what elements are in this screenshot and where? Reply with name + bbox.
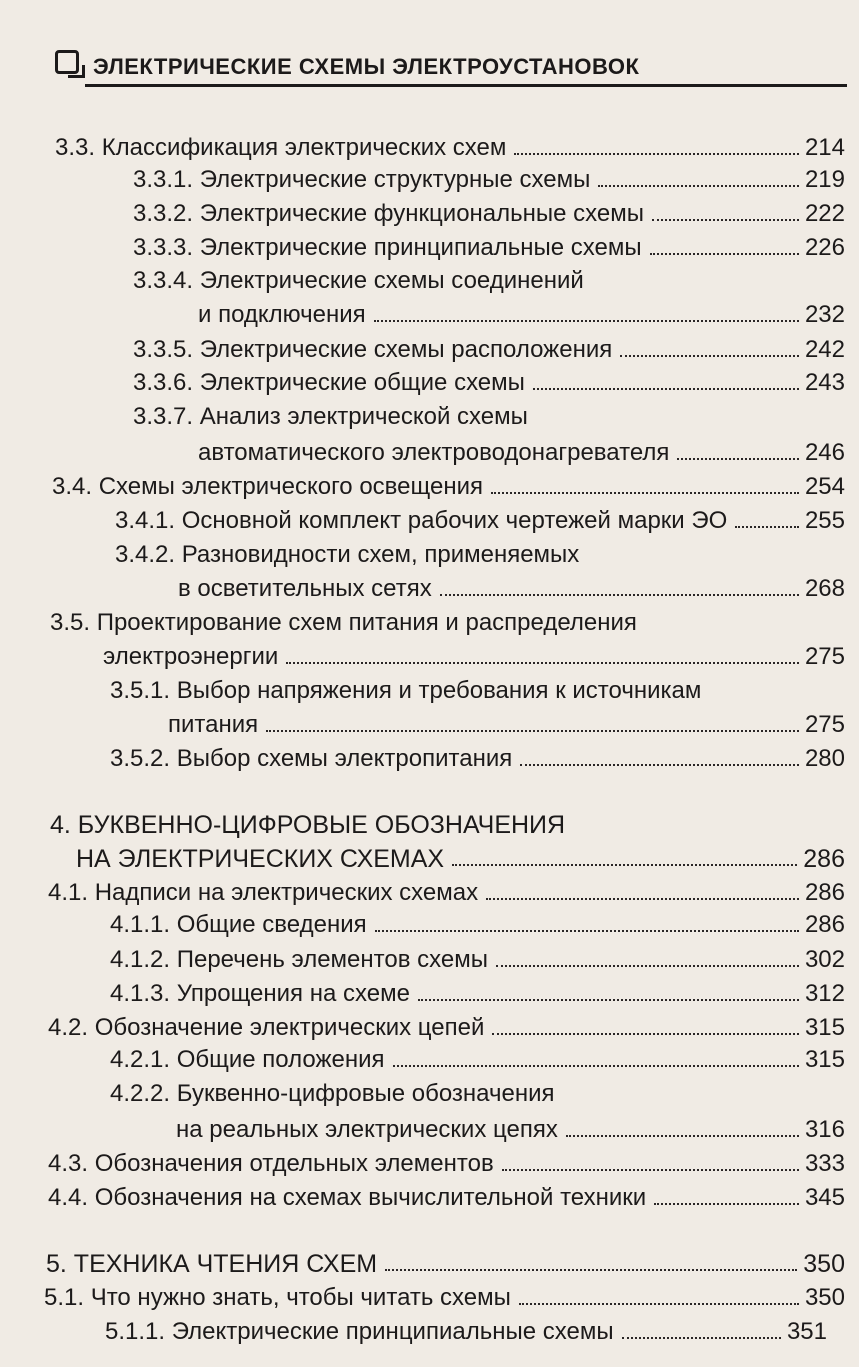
toc-entry-title: 4.2.1. Общие положения	[110, 1046, 385, 1073]
toc-entry	[48, 876, 845, 910]
toc-entry	[110, 977, 845, 1011]
toc-entry-page: 302	[804, 946, 845, 973]
toc-leader-dots	[491, 492, 799, 494]
toc-leader-dots	[374, 320, 799, 322]
toc-leader-dots	[486, 898, 799, 900]
toc-entry-line	[110, 1077, 845, 1111]
toc-entry-title: 3.4.1. Основной комплект рабочих чертежей марки ЭО	[115, 507, 728, 534]
toc-entry	[48, 1011, 845, 1045]
toc-entry-title: 4.1.2. Перечень элементов схемы	[110, 946, 488, 973]
toc-entry	[133, 366, 845, 400]
toc-entry-page: 255	[804, 507, 845, 534]
toc-entry-page: 254	[804, 473, 845, 500]
toc-entry	[52, 470, 845, 504]
toc-entry-title: 3.3. Классификация электрических схем	[55, 134, 507, 161]
toc-leader-dots	[502, 1169, 799, 1171]
toc-leader-dots	[496, 965, 799, 967]
toc-leader-dots	[452, 864, 797, 866]
toc-entry	[110, 1043, 845, 1077]
toc-entry-page: 232	[804, 301, 845, 328]
toc-entry-page: 268	[804, 575, 845, 602]
toc-entry-title: 3.3.2. Электрические функциональные схемы	[133, 200, 644, 227]
toc-leader-dots	[519, 1303, 799, 1305]
toc-entry-line	[115, 538, 845, 572]
toc-entry-title: 3.4. Схемы электрического освещения	[52, 473, 483, 500]
toc-entry	[133, 197, 845, 231]
toc-entry	[168, 708, 845, 742]
toc-entry-title: 5.1.1. Электрические принципиальные схемы	[105, 1318, 614, 1345]
toc-leader-dots	[533, 388, 799, 390]
toc-entry-line	[110, 674, 845, 708]
toc-entry-page: 315	[804, 1014, 845, 1041]
toc-entry-page: 286	[803, 845, 845, 873]
toc-leader-dots	[652, 219, 799, 221]
toc-entry-title-cont: электроэнергии	[103, 643, 279, 670]
toc-entry	[110, 742, 845, 776]
toc-entry-page: 222	[804, 200, 845, 227]
toc-entry-title-cont: на реальных электрических цепях	[176, 1116, 558, 1143]
toc-entry-title: 3.3.6. Электрические общие схемы	[133, 369, 525, 396]
toc-entry-title: 3.5.2. Выбор схемы электропитания	[110, 745, 513, 772]
toc-entry-page: 226	[804, 234, 845, 261]
toc-entry-title: 3.3.5. Электрические схемы расположения	[133, 336, 613, 363]
toc-entry-page: 219	[804, 166, 845, 193]
toc-leader-dots	[440, 594, 799, 596]
toc-entry-page: 333	[804, 1150, 845, 1177]
toc-entry-page: 243	[804, 369, 845, 396]
toc-leader-dots	[492, 1033, 799, 1035]
toc-chapter-title: 5. ТЕХНИКА ЧТЕНИЯ СХЕМ	[46, 1250, 378, 1278]
toc-entry-title: 4.1.3. Упрощения на схеме	[110, 980, 410, 1007]
toc-leader-dots	[566, 1135, 799, 1137]
toc-entry-page: 246	[804, 439, 845, 466]
toc-entry-page: 280	[804, 745, 845, 772]
toc-entry	[133, 231, 845, 265]
toc-entry	[198, 436, 845, 470]
toc-entry-page: 275	[804, 711, 845, 738]
toc-entry-page: 275	[804, 643, 845, 670]
toc-entry-page: 315	[804, 1046, 845, 1073]
toc-entry	[105, 1315, 827, 1349]
toc-entry	[133, 163, 845, 197]
toc-entry-title: 4.2.2. Буквенно-цифровые обозначения	[110, 1080, 555, 1107]
toc-entry	[115, 504, 845, 538]
toc-entry-title: 3.3.4. Электрические схемы соединений	[133, 267, 584, 294]
toc-entry-page: 345	[804, 1184, 845, 1211]
toc-entry-title: 3.5. Проектирование схем питания и распределения	[50, 609, 637, 636]
toc-leader-dots	[266, 730, 799, 732]
toc-entry	[110, 908, 845, 942]
toc-entry-page: 242	[804, 336, 845, 363]
toc-entry-title-cont: в осветительных сетях	[178, 575, 432, 602]
toc-entry	[176, 1113, 845, 1147]
toc-chapter-title: 4. БУКВЕННО-ЦИФРОВЫЕ ОБОЗНАЧЕНИЯ	[50, 811, 566, 839]
toc-entry-title: 5.1. Что нужно знать, чтобы читать схемы	[44, 1284, 511, 1311]
toc-entry-page: 312	[804, 980, 845, 1007]
toc-entry-page: 316	[804, 1116, 845, 1143]
toc-leader-dots	[393, 1065, 799, 1067]
toc-entry	[103, 640, 845, 674]
toc-entry	[48, 1181, 845, 1215]
toc-leader-dots	[620, 355, 799, 357]
toc-entry-title: 4.3. Обозначения отдельных элементов	[48, 1150, 494, 1177]
toc-entry-page: 350	[804, 1284, 845, 1311]
toc-leader-dots	[677, 458, 799, 460]
toc-entry	[44, 1281, 845, 1315]
toc-leader-dots	[735, 526, 799, 528]
toc-leader-dots	[520, 764, 799, 766]
toc-entry-page: 351	[786, 1318, 827, 1345]
toc-leader-dots	[598, 185, 799, 187]
toc-entry-title-cont: автоматического электроводонагревателя	[198, 439, 670, 466]
toc-entry-title: 3.3.1. Электрические структурные схемы	[133, 166, 591, 193]
toc-leader-dots	[622, 1337, 781, 1339]
toc-chapter	[76, 842, 845, 876]
toc-entry	[110, 943, 845, 977]
toc-chapter-line	[50, 808, 845, 842]
toc-entry	[178, 572, 845, 606]
toc-entry-title: 4.2. Обозначение электрических цепей	[48, 1014, 485, 1041]
toc-entry-page: 214	[804, 134, 845, 161]
toc-leader-dots	[654, 1203, 799, 1205]
toc-leader-dots	[650, 253, 799, 255]
toc-entry-line	[50, 606, 845, 640]
toc-leader-dots	[286, 662, 799, 664]
toc-entry-title: 4.1. Надписи на электрических схемах	[48, 879, 479, 906]
toc-entry-page: 286	[804, 879, 845, 906]
header-title: ЭЛЕКТРИЧЕСКИЕ СХЕМЫ ЭЛЕКТРОУСТАНОВОК	[93, 54, 640, 79]
toc-entry	[55, 131, 845, 165]
toc-entry-title: 3.5.1. Выбор напряжения и требования к источникам	[110, 677, 702, 704]
toc-entry-title: 3.4.2. Разновидности схем, применяемых	[115, 541, 580, 568]
toc-entry	[48, 1147, 845, 1181]
toc-entry-title: 4.1.1. Общие сведения	[110, 911, 367, 938]
toc-entry-title: 3.3.3. Электрические принципиальные схемы	[133, 234, 642, 261]
toc-entry-title: 3.3.7. Анализ электрической схемы	[133, 403, 528, 430]
toc-entry-title: 4.4. Обозначения на схемах вычислительной техники	[48, 1184, 647, 1211]
toc-entry-page: 286	[804, 911, 845, 938]
toc-leader-dots	[385, 1269, 797, 1271]
toc-entry-line	[133, 400, 845, 434]
toc-entry-line	[133, 264, 845, 298]
toc-chapter-title-cont: НА ЭЛЕКТРИЧЕСКИХ СХЕМАХ	[76, 845, 445, 873]
toc-leader-dots	[418, 999, 799, 1001]
toc-chapter	[46, 1247, 845, 1281]
toc-entry-page: 350	[803, 1250, 845, 1278]
toc-entry-title-cont: питания	[168, 711, 259, 738]
toc-leader-dots	[514, 153, 799, 155]
toc-leader-dots	[375, 930, 799, 932]
toc-entry	[198, 298, 845, 332]
toc-entry	[133, 333, 845, 367]
toc-entry-title-cont: и подключения	[198, 301, 366, 328]
